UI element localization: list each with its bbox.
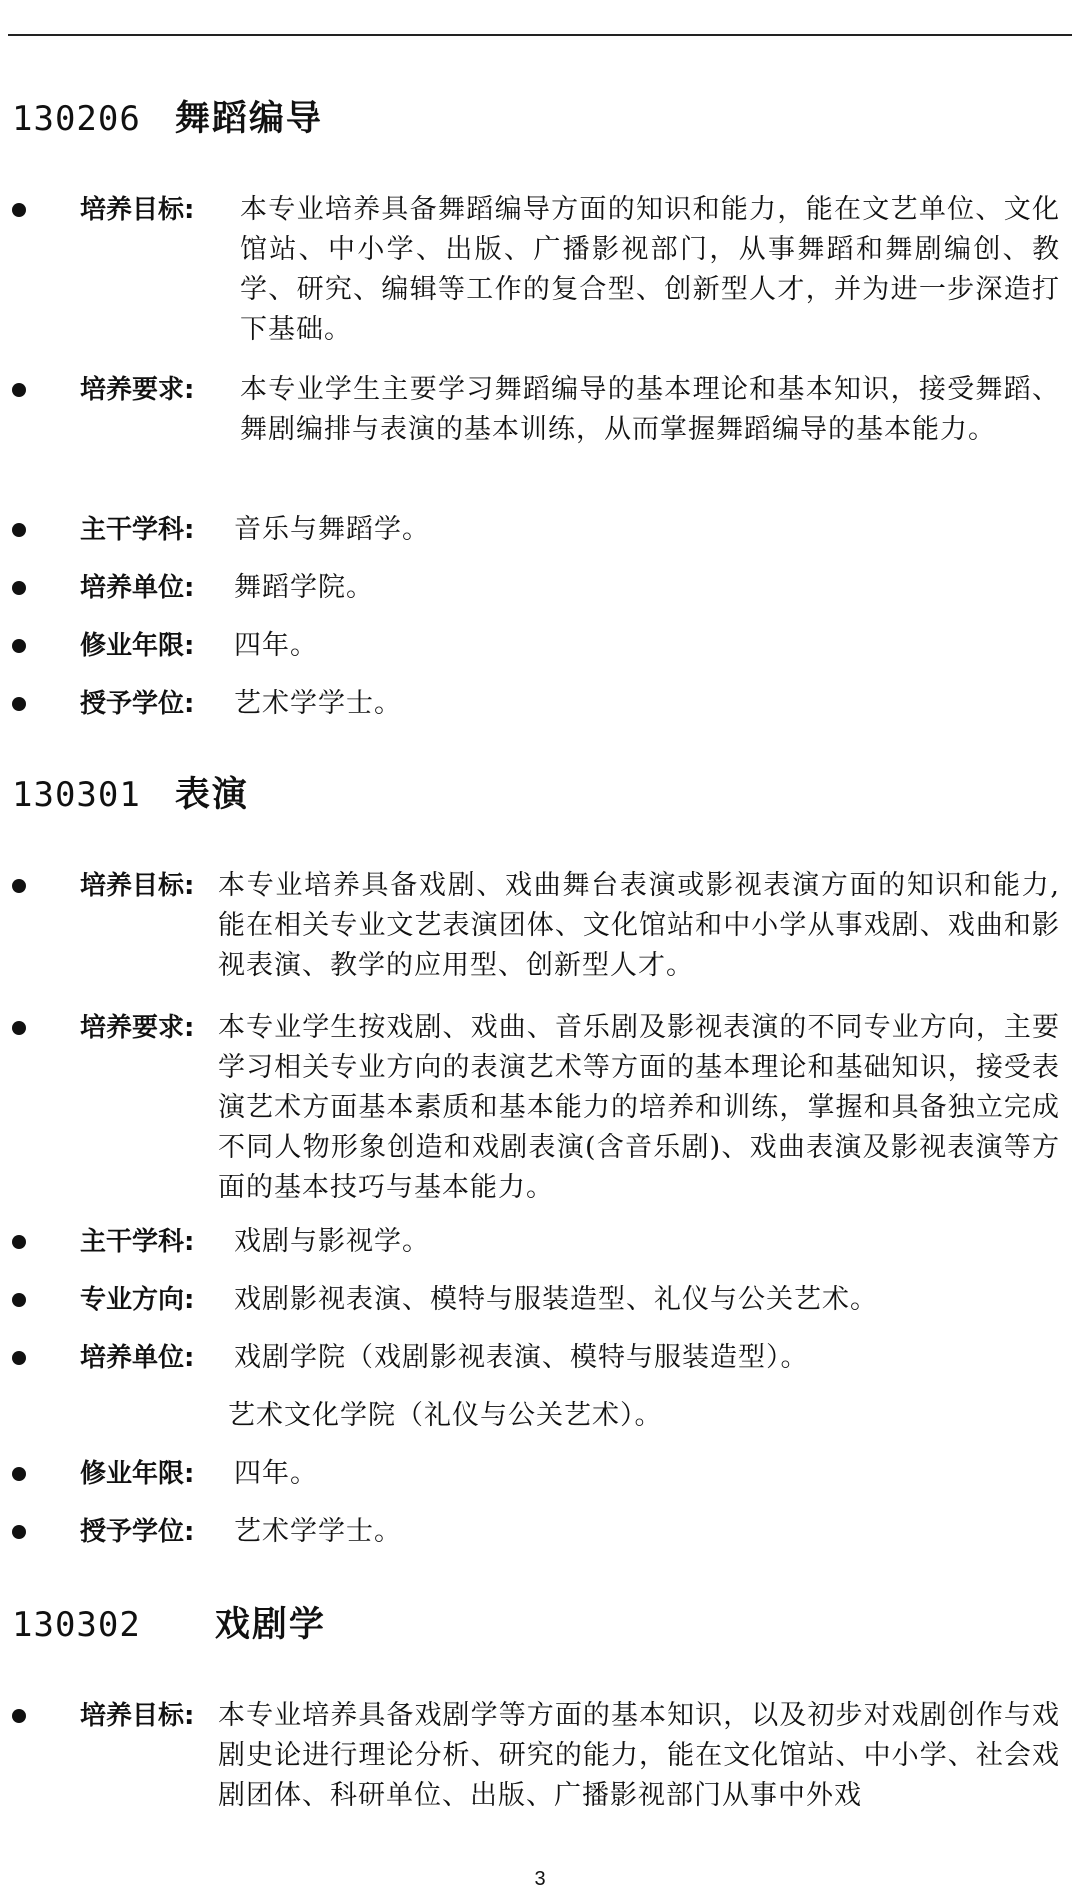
section-code: 130302	[12, 1605, 141, 1645]
item-text: 本专业培养具备舞蹈编导方面的知识和能力，能在文艺单位、文化馆站、中小学、出版、广播影视部门，从事舞蹈和舞剧编创、教学、研究、编辑等工作的复合型、创新型人才，并为进一步深造打下基础。	[240, 194, 1060, 345]
item-label: 培养要求:	[80, 375, 195, 405]
bullet-icon	[12, 879, 26, 893]
item-label: 培养单位:	[80, 1343, 195, 1373]
section-code: 130206	[12, 99, 141, 139]
item-text: 四年。	[234, 1458, 318, 1489]
item-label: 培养目标:	[80, 195, 195, 225]
item-text-continued: 艺术文化学院（礼仪与公关艺术）。	[228, 1400, 663, 1431]
item-text: 戏剧影视表演、模特与服装造型、礼仪与公关艺术。	[234, 1284, 878, 1315]
item-label: 主干学科:	[80, 1227, 195, 1257]
bullet-icon	[12, 697, 26, 711]
item-text: 本专业培养具备戏剧学等方面的基本知识，以及初步对戏剧创作与戏剧史论进行理论分析、研究的能力，能在文化馆站、中小学、社会戏剧团体、科研单位、出版、广播影视部门从事中外戏	[218, 1700, 1060, 1811]
item-label: 培养目标:	[80, 871, 195, 901]
item-text: 本专业培养具备戏剧、戏曲舞台表演或影视表演方面的知识和能力,能在相关专业文艺表演团体、文化馆站和中小学从事戏剧、戏曲和影视表演、教学的应用型、创新型人才。	[218, 870, 1060, 981]
item-label: 修业年限:	[80, 631, 195, 661]
bullet-icon	[12, 1709, 26, 1723]
bullet-icon	[12, 523, 26, 537]
section-code: 130301	[12, 775, 141, 815]
item-text: 戏剧学院（戏剧影视表演、模特与服装造型）。	[234, 1342, 809, 1373]
bullet-icon	[12, 383, 26, 397]
bullet-icon	[12, 1467, 26, 1481]
section-heading	[12, 770, 249, 820]
section-title: 表演	[174, 775, 249, 815]
bullet-icon	[12, 1021, 26, 1035]
item-label: 授予学位:	[80, 689, 195, 719]
item-label: 授予学位:	[80, 1517, 195, 1547]
item-text: 舞蹈学院。	[234, 572, 374, 603]
item-label: 主干学科:	[80, 515, 195, 545]
item-text: 戏剧与影视学。	[234, 1226, 430, 1257]
item-text: 本专业学生按戏剧、戏曲、音乐剧及影视表演的不同专业方向，主要学习相关专业方向的表演艺术等方面的基本理论和基础知识，接受表演艺术方面基本素质和基本能力的培养和训练，掌握和具备独立完成不同人物形象创造和戏剧表演(含音乐剧)、戏曲表演及影视表演等方面的基本技巧与基本能力。	[218, 1012, 1060, 1203]
item-text: 艺术学学士。	[234, 1516, 402, 1547]
bullet-icon	[12, 639, 26, 653]
item-text: 音乐与舞蹈学。	[234, 514, 430, 545]
top-rule	[8, 34, 1072, 36]
bullet-icon	[12, 203, 26, 217]
section-title: 舞蹈编导	[174, 99, 323, 139]
item-text: 本专业学生主要学习舞蹈编导的基本理论和基本知识，接受舞蹈、舞剧编排与表演的基本训练，从而掌握舞蹈编导的基本能力。	[240, 374, 1060, 445]
item-label: 专业方向:	[80, 1285, 195, 1315]
bullet-icon	[12, 1525, 26, 1539]
item-label: 培养要求:	[80, 1013, 195, 1043]
item-text: 艺术学学士。	[234, 688, 402, 719]
bullet-icon	[12, 581, 26, 595]
page-number: 3	[534, 1868, 546, 1890]
item-label: 修业年限:	[80, 1459, 195, 1489]
section-title: 戏剧学	[214, 1605, 326, 1645]
item-text: 四年。	[234, 630, 318, 661]
bullet-icon	[12, 1351, 26, 1365]
section-heading	[12, 1600, 326, 1650]
bullet-icon	[12, 1293, 26, 1307]
bullet-icon	[12, 1235, 26, 1249]
item-label: 培养目标:	[80, 1701, 195, 1731]
item-label: 培养单位:	[80, 573, 195, 603]
section-heading	[12, 94, 323, 144]
